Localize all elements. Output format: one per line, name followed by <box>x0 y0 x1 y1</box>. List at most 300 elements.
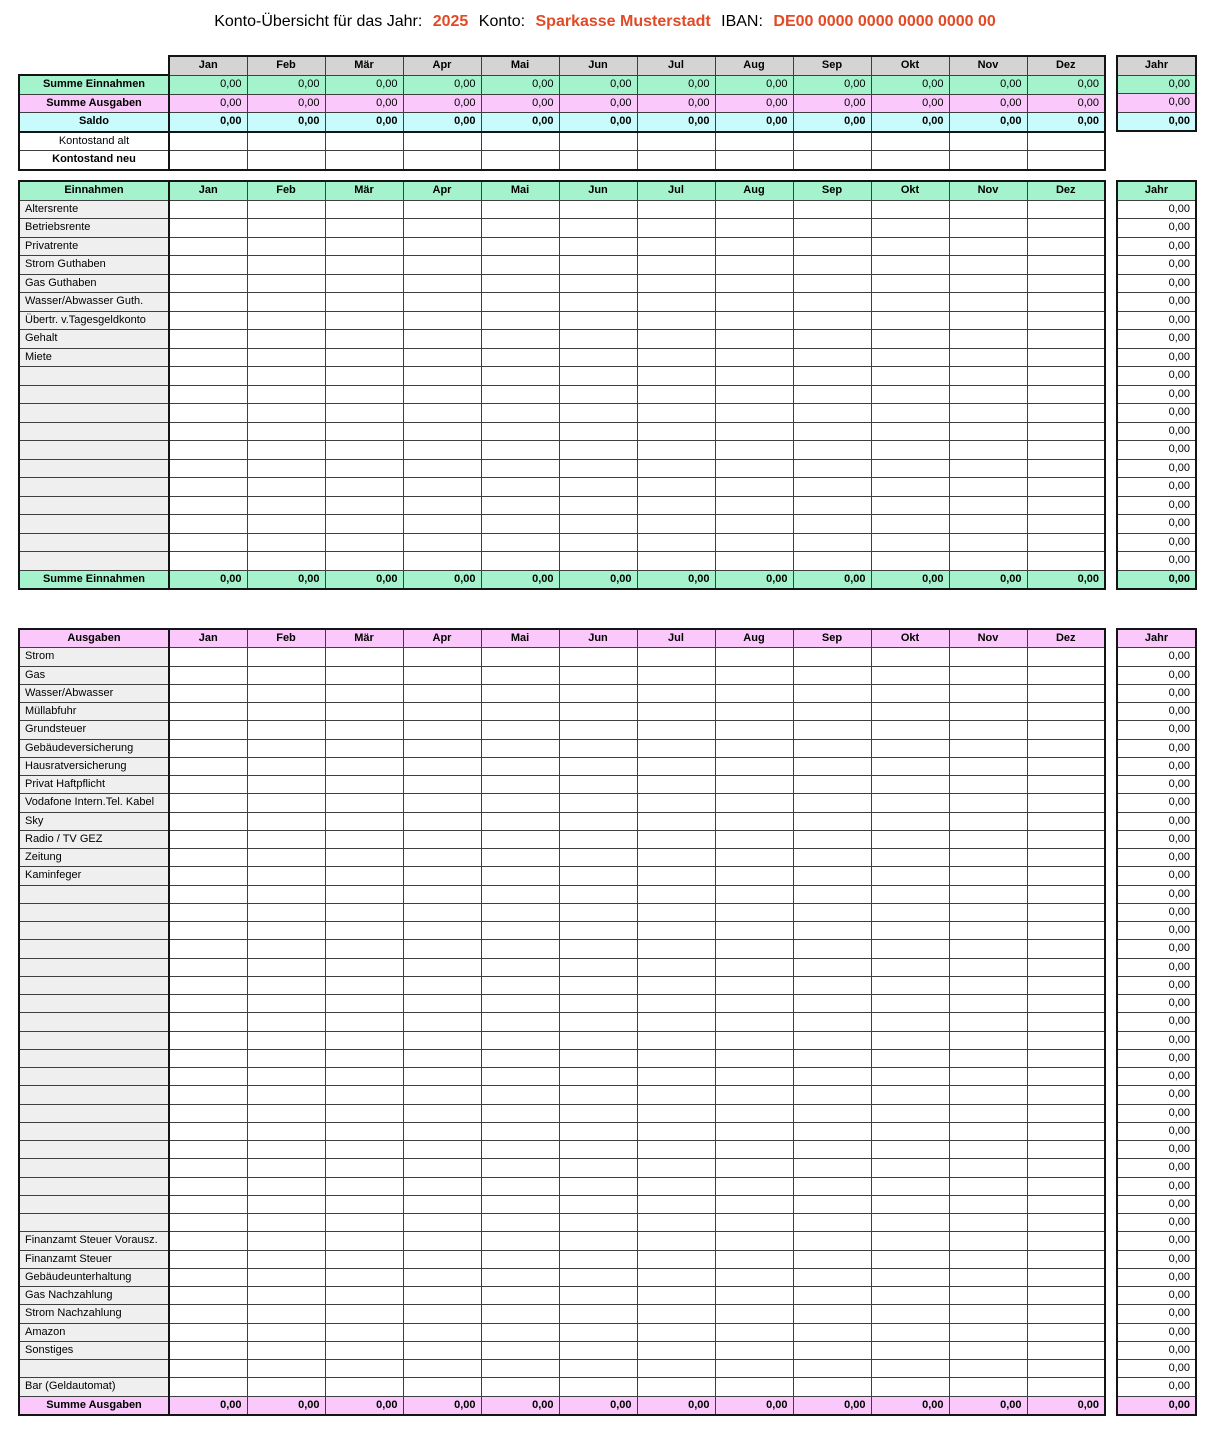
einnahmen-cell-r15-mär[interactable] <box>325 459 403 478</box>
summary-cell-kontostand-neu-mai[interactable] <box>481 151 559 170</box>
ausgaben-cell-r20-sep[interactable] <box>793 995 871 1013</box>
ausgaben-cell-r13-mär[interactable] <box>325 867 403 885</box>
ausgaben-cell-r2-mai[interactable] <box>481 666 559 684</box>
einnahmen-cell-r15-okt[interactable] <box>871 459 949 478</box>
ausgaben-cell-r27-mär[interactable] <box>325 1122 403 1140</box>
ausgaben-cell-r6-aug[interactable] <box>715 739 793 757</box>
ausgaben-cell-r21-aug[interactable] <box>715 1013 793 1031</box>
ausgaben-cell-r11-apr[interactable] <box>403 830 481 848</box>
ausgaben-cell-r12-mär[interactable] <box>325 849 403 867</box>
einnahmen-cell-r6-feb[interactable] <box>247 293 325 312</box>
ausgaben-cell-r15-jun[interactable] <box>559 903 637 921</box>
ausgaben-cell-r27-okt[interactable] <box>871 1122 949 1140</box>
ausgaben-cell-r21-nov[interactable] <box>949 1013 1027 1031</box>
einnahmen-cell-r10-nov[interactable] <box>949 367 1027 386</box>
ausgaben-cell-r17-dez[interactable] <box>1027 940 1105 958</box>
einnahmen-cell-r20-sep[interactable] <box>793 552 871 571</box>
ausgaben-cell-r26-mai[interactable] <box>481 1104 559 1122</box>
ausgaben-cell-r18-mai[interactable] <box>481 958 559 976</box>
ausgaben-cell-r29-jul[interactable] <box>637 1159 715 1177</box>
einnahmen-cell-r8-nov[interactable] <box>949 330 1027 349</box>
ausgaben-cell-r25-apr[interactable] <box>403 1086 481 1104</box>
ausgaben-cell-r11-mai[interactable] <box>481 830 559 848</box>
einnahmen-cell-r5-jul[interactable] <box>637 274 715 293</box>
ausgaben-cell-r12-jan[interactable] <box>169 849 247 867</box>
ausgaben-cell-r2-feb[interactable] <box>247 666 325 684</box>
einnahmen-cell-r13-sep[interactable] <box>793 422 871 441</box>
ausgaben-cell-r23-apr[interactable] <box>403 1049 481 1067</box>
ausgaben-cell-r37-dez[interactable] <box>1027 1305 1105 1323</box>
ausgaben-cell-r19-apr[interactable] <box>403 976 481 994</box>
ausgaben-cell-r10-okt[interactable] <box>871 812 949 830</box>
einnahmen-cell-r12-apr[interactable] <box>403 404 481 423</box>
ausgaben-cell-r32-aug[interactable] <box>715 1214 793 1232</box>
summary-cell-kontostand-neu-jul[interactable] <box>637 151 715 170</box>
einnahmen-cell-r14-okt[interactable] <box>871 441 949 460</box>
einnahmen-cell-r18-jul[interactable] <box>637 515 715 534</box>
ausgaben-cell-r33-jan[interactable] <box>169 1232 247 1250</box>
ausgaben-cell-r35-nov[interactable] <box>949 1268 1027 1286</box>
einnahmen-cell-r14-jul[interactable] <box>637 441 715 460</box>
ausgaben-cell-r38-aug[interactable] <box>715 1323 793 1341</box>
ausgaben-cell-r25-nov[interactable] <box>949 1086 1027 1104</box>
ausgaben-cell-r35-jan[interactable] <box>169 1268 247 1286</box>
ausgaben-cell-r24-mär[interactable] <box>325 1068 403 1086</box>
ausgaben-cell-r1-jul[interactable] <box>637 648 715 666</box>
ausgaben-cell-r13-jun[interactable] <box>559 867 637 885</box>
ausgaben-cell-r21-dez[interactable] <box>1027 1013 1105 1031</box>
ausgaben-cell-r12-feb[interactable] <box>247 849 325 867</box>
ausgaben-cell-r1-mai[interactable] <box>481 648 559 666</box>
ausgaben-cell-r31-apr[interactable] <box>403 1195 481 1213</box>
ausgaben-cell-r38-jun[interactable] <box>559 1323 637 1341</box>
einnahmen-cell-r4-mai[interactable] <box>481 256 559 275</box>
einnahmen-cell-r20-apr[interactable] <box>403 552 481 571</box>
ausgaben-cell-r20-jun[interactable] <box>559 995 637 1013</box>
ausgaben-cell-r21-jun[interactable] <box>559 1013 637 1031</box>
ausgaben-cell-r29-dez[interactable] <box>1027 1159 1105 1177</box>
einnahmen-cell-r4-feb[interactable] <box>247 256 325 275</box>
einnahmen-cell-r9-feb[interactable] <box>247 348 325 367</box>
ausgaben-cell-r39-dez[interactable] <box>1027 1341 1105 1359</box>
einnahmen-cell-r19-mai[interactable] <box>481 533 559 552</box>
summary-cell-kontostand-alt-sep[interactable] <box>793 132 871 151</box>
ausgaben-cell-r19-feb[interactable] <box>247 976 325 994</box>
ausgaben-cell-r11-dez[interactable] <box>1027 830 1105 848</box>
ausgaben-cell-r24-feb[interactable] <box>247 1068 325 1086</box>
ausgaben-cell-r19-mär[interactable] <box>325 976 403 994</box>
ausgaben-cell-r36-nov[interactable] <box>949 1287 1027 1305</box>
einnahmen-cell-r12-nov[interactable] <box>949 404 1027 423</box>
ausgaben-cell-r3-mai[interactable] <box>481 684 559 702</box>
ausgaben-cell-r1-feb[interactable] <box>247 648 325 666</box>
ausgaben-cell-r15-sep[interactable] <box>793 903 871 921</box>
einnahmen-cell-r9-apr[interactable] <box>403 348 481 367</box>
einnahmen-cell-r5-feb[interactable] <box>247 274 325 293</box>
ausgaben-cell-r37-jun[interactable] <box>559 1305 637 1323</box>
einnahmen-cell-r7-mai[interactable] <box>481 311 559 330</box>
ausgaben-cell-r17-aug[interactable] <box>715 940 793 958</box>
ausgaben-cell-r28-apr[interactable] <box>403 1141 481 1159</box>
einnahmen-cell-r4-sep[interactable] <box>793 256 871 275</box>
ausgaben-cell-r16-jul[interactable] <box>637 922 715 940</box>
ausgaben-cell-r27-nov[interactable] <box>949 1122 1027 1140</box>
ausgaben-cell-r10-sep[interactable] <box>793 812 871 830</box>
summary-cell-kontostand-alt-jan[interactable] <box>169 132 247 151</box>
ausgaben-cell-r12-jul[interactable] <box>637 849 715 867</box>
ausgaben-cell-r36-sep[interactable] <box>793 1287 871 1305</box>
ausgaben-cell-r10-mär[interactable] <box>325 812 403 830</box>
einnahmen-cell-r10-dez[interactable] <box>1027 367 1105 386</box>
ausgaben-cell-r18-nov[interactable] <box>949 958 1027 976</box>
summary-cell-kontostand-neu-jun[interactable] <box>559 151 637 170</box>
einnahmen-cell-r12-jan[interactable] <box>169 404 247 423</box>
ausgaben-cell-r9-mär[interactable] <box>325 794 403 812</box>
ausgaben-cell-r14-jul[interactable] <box>637 885 715 903</box>
einnahmen-cell-r15-feb[interactable] <box>247 459 325 478</box>
ausgaben-cell-r26-dez[interactable] <box>1027 1104 1105 1122</box>
einnahmen-cell-r18-mai[interactable] <box>481 515 559 534</box>
einnahmen-cell-r4-jan[interactable] <box>169 256 247 275</box>
ausgaben-cell-r20-mär[interactable] <box>325 995 403 1013</box>
ausgaben-cell-r28-jun[interactable] <box>559 1141 637 1159</box>
einnahmen-cell-r1-mai[interactable] <box>481 200 559 219</box>
ausgaben-cell-r9-mai[interactable] <box>481 794 559 812</box>
einnahmen-cell-r10-jul[interactable] <box>637 367 715 386</box>
einnahmen-cell-r10-aug[interactable] <box>715 367 793 386</box>
einnahmen-cell-r3-sep[interactable] <box>793 237 871 256</box>
einnahmen-cell-r20-feb[interactable] <box>247 552 325 571</box>
ausgaben-cell-r12-mai[interactable] <box>481 849 559 867</box>
ausgaben-cell-r41-jul[interactable] <box>637 1378 715 1396</box>
ausgaben-cell-r35-jun[interactable] <box>559 1268 637 1286</box>
ausgaben-cell-r19-jan[interactable] <box>169 976 247 994</box>
einnahmen-cell-r1-sep[interactable] <box>793 200 871 219</box>
ausgaben-cell-r31-dez[interactable] <box>1027 1195 1105 1213</box>
ausgaben-cell-r36-feb[interactable] <box>247 1287 325 1305</box>
ausgaben-cell-r22-mär[interactable] <box>325 1031 403 1049</box>
einnahmen-cell-r6-aug[interactable] <box>715 293 793 312</box>
ausgaben-cell-r10-jul[interactable] <box>637 812 715 830</box>
einnahmen-cell-r1-jan[interactable] <box>169 200 247 219</box>
ausgaben-cell-r17-feb[interactable] <box>247 940 325 958</box>
einnahmen-cell-r17-mär[interactable] <box>325 496 403 515</box>
einnahmen-cell-r13-mär[interactable] <box>325 422 403 441</box>
ausgaben-cell-r30-apr[interactable] <box>403 1177 481 1195</box>
einnahmen-cell-r14-mär[interactable] <box>325 441 403 460</box>
ausgaben-cell-r25-jun[interactable] <box>559 1086 637 1104</box>
einnahmen-cell-r19-mär[interactable] <box>325 533 403 552</box>
einnahmen-cell-r8-okt[interactable] <box>871 330 949 349</box>
ausgaben-cell-r19-jul[interactable] <box>637 976 715 994</box>
ausgaben-cell-r3-mär[interactable] <box>325 684 403 702</box>
ausgaben-cell-r16-okt[interactable] <box>871 922 949 940</box>
ausgaben-cell-r12-dez[interactable] <box>1027 849 1105 867</box>
ausgaben-cell-r40-aug[interactable] <box>715 1360 793 1378</box>
einnahmen-cell-r12-mär[interactable] <box>325 404 403 423</box>
einnahmen-cell-r20-okt[interactable] <box>871 552 949 571</box>
ausgaben-cell-r33-mär[interactable] <box>325 1232 403 1250</box>
ausgaben-cell-r27-dez[interactable] <box>1027 1122 1105 1140</box>
ausgaben-cell-r2-jul[interactable] <box>637 666 715 684</box>
ausgaben-cell-r13-dez[interactable] <box>1027 867 1105 885</box>
ausgaben-cell-r30-aug[interactable] <box>715 1177 793 1195</box>
ausgaben-cell-r39-nov[interactable] <box>949 1341 1027 1359</box>
einnahmen-cell-r4-aug[interactable] <box>715 256 793 275</box>
ausgaben-cell-r13-jul[interactable] <box>637 867 715 885</box>
ausgaben-cell-r6-dez[interactable] <box>1027 739 1105 757</box>
summary-cell-kontostand-neu-dez[interactable] <box>1027 151 1105 170</box>
ausgaben-cell-r39-mär[interactable] <box>325 1341 403 1359</box>
ausgaben-cell-r30-mai[interactable] <box>481 1177 559 1195</box>
einnahmen-cell-r13-jun[interactable] <box>559 422 637 441</box>
ausgaben-cell-r15-aug[interactable] <box>715 903 793 921</box>
ausgaben-cell-r13-apr[interactable] <box>403 867 481 885</box>
einnahmen-cell-r14-jun[interactable] <box>559 441 637 460</box>
ausgaben-cell-r3-aug[interactable] <box>715 684 793 702</box>
einnahmen-cell-r16-mai[interactable] <box>481 478 559 497</box>
ausgaben-cell-r31-jul[interactable] <box>637 1195 715 1213</box>
einnahmen-cell-r16-apr[interactable] <box>403 478 481 497</box>
ausgaben-cell-r37-apr[interactable] <box>403 1305 481 1323</box>
einnahmen-cell-r17-mai[interactable] <box>481 496 559 515</box>
ausgaben-cell-r27-jul[interactable] <box>637 1122 715 1140</box>
ausgaben-cell-r7-sep[interactable] <box>793 757 871 775</box>
einnahmen-cell-r16-mär[interactable] <box>325 478 403 497</box>
einnahmen-cell-r2-jan[interactable] <box>169 219 247 238</box>
einnahmen-cell-r15-sep[interactable] <box>793 459 871 478</box>
ausgaben-cell-r4-feb[interactable] <box>247 703 325 721</box>
einnahmen-cell-r16-feb[interactable] <box>247 478 325 497</box>
ausgaben-cell-r11-okt[interactable] <box>871 830 949 848</box>
ausgaben-cell-r37-mai[interactable] <box>481 1305 559 1323</box>
ausgaben-cell-r36-apr[interactable] <box>403 1287 481 1305</box>
ausgaben-cell-r11-aug[interactable] <box>715 830 793 848</box>
ausgaben-cell-r33-feb[interactable] <box>247 1232 325 1250</box>
ausgaben-cell-r15-dez[interactable] <box>1027 903 1105 921</box>
einnahmen-cell-r3-feb[interactable] <box>247 237 325 256</box>
ausgaben-cell-r8-apr[interactable] <box>403 776 481 794</box>
ausgaben-cell-r9-dez[interactable] <box>1027 794 1105 812</box>
ausgaben-cell-r16-mai[interactable] <box>481 922 559 940</box>
ausgaben-cell-r21-mär[interactable] <box>325 1013 403 1031</box>
ausgaben-cell-r35-apr[interactable] <box>403 1268 481 1286</box>
ausgaben-cell-r8-mär[interactable] <box>325 776 403 794</box>
ausgaben-cell-r21-mai[interactable] <box>481 1013 559 1031</box>
ausgaben-cell-r33-aug[interactable] <box>715 1232 793 1250</box>
ausgaben-cell-r4-dez[interactable] <box>1027 703 1105 721</box>
ausgaben-cell-r12-aug[interactable] <box>715 849 793 867</box>
einnahmen-cell-r18-nov[interactable] <box>949 515 1027 534</box>
ausgaben-cell-r20-dez[interactable] <box>1027 995 1105 1013</box>
summary-cell-kontostand-neu-sep[interactable] <box>793 151 871 170</box>
einnahmen-cell-r13-mai[interactable] <box>481 422 559 441</box>
einnahmen-cell-r20-jun[interactable] <box>559 552 637 571</box>
einnahmen-cell-r15-apr[interactable] <box>403 459 481 478</box>
ausgaben-cell-r22-jan[interactable] <box>169 1031 247 1049</box>
einnahmen-cell-r6-nov[interactable] <box>949 293 1027 312</box>
ausgaben-cell-r17-jan[interactable] <box>169 940 247 958</box>
ausgaben-cell-r20-nov[interactable] <box>949 995 1027 1013</box>
ausgaben-cell-r17-apr[interactable] <box>403 940 481 958</box>
summary-cell-kontostand-alt-jun[interactable] <box>559 132 637 151</box>
einnahmen-cell-r9-mär[interactable] <box>325 348 403 367</box>
einnahmen-cell-r13-feb[interactable] <box>247 422 325 441</box>
ausgaben-cell-r30-okt[interactable] <box>871 1177 949 1195</box>
ausgaben-cell-r15-apr[interactable] <box>403 903 481 921</box>
einnahmen-cell-r2-mär[interactable] <box>325 219 403 238</box>
ausgaben-cell-r36-jan[interactable] <box>169 1287 247 1305</box>
ausgaben-cell-r10-nov[interactable] <box>949 812 1027 830</box>
ausgaben-cell-r4-jan[interactable] <box>169 703 247 721</box>
einnahmen-cell-r12-aug[interactable] <box>715 404 793 423</box>
ausgaben-cell-r41-dez[interactable] <box>1027 1378 1105 1396</box>
einnahmen-cell-r16-okt[interactable] <box>871 478 949 497</box>
einnahmen-cell-r6-dez[interactable] <box>1027 293 1105 312</box>
einnahmen-cell-r12-feb[interactable] <box>247 404 325 423</box>
einnahmen-cell-r3-mär[interactable] <box>325 237 403 256</box>
einnahmen-cell-r8-mai[interactable] <box>481 330 559 349</box>
ausgaben-cell-r18-jan[interactable] <box>169 958 247 976</box>
ausgaben-cell-r19-mai[interactable] <box>481 976 559 994</box>
ausgaben-cell-r34-jun[interactable] <box>559 1250 637 1268</box>
einnahmen-cell-r15-aug[interactable] <box>715 459 793 478</box>
einnahmen-cell-r2-jul[interactable] <box>637 219 715 238</box>
ausgaben-cell-r28-mai[interactable] <box>481 1141 559 1159</box>
einnahmen-cell-r17-jul[interactable] <box>637 496 715 515</box>
summary-cell-kontostand-neu-mär[interactable] <box>325 151 403 170</box>
ausgaben-cell-r32-mär[interactable] <box>325 1214 403 1232</box>
ausgaben-cell-r17-mär[interactable] <box>325 940 403 958</box>
summary-cell-kontostand-alt-mai[interactable] <box>481 132 559 151</box>
ausgaben-cell-r3-okt[interactable] <box>871 684 949 702</box>
ausgaben-cell-r13-jan[interactable] <box>169 867 247 885</box>
ausgaben-cell-r8-aug[interactable] <box>715 776 793 794</box>
einnahmen-cell-r2-nov[interactable] <box>949 219 1027 238</box>
ausgaben-cell-r20-jul[interactable] <box>637 995 715 1013</box>
einnahmen-cell-r8-apr[interactable] <box>403 330 481 349</box>
einnahmen-cell-r13-okt[interactable] <box>871 422 949 441</box>
ausgaben-cell-r20-apr[interactable] <box>403 995 481 1013</box>
ausgaben-cell-r36-okt[interactable] <box>871 1287 949 1305</box>
einnahmen-cell-r11-okt[interactable] <box>871 385 949 404</box>
ausgaben-cell-r37-feb[interactable] <box>247 1305 325 1323</box>
ausgaben-cell-r38-jan[interactable] <box>169 1323 247 1341</box>
einnahmen-cell-r11-apr[interactable] <box>403 385 481 404</box>
ausgaben-cell-r41-jan[interactable] <box>169 1378 247 1396</box>
ausgaben-cell-r5-nov[interactable] <box>949 721 1027 739</box>
ausgaben-cell-r22-mai[interactable] <box>481 1031 559 1049</box>
einnahmen-cell-r3-jul[interactable] <box>637 237 715 256</box>
einnahmen-cell-r4-jul[interactable] <box>637 256 715 275</box>
einnahmen-cell-r2-sep[interactable] <box>793 219 871 238</box>
ausgaben-cell-r10-jun[interactable] <box>559 812 637 830</box>
einnahmen-cell-r17-jun[interactable] <box>559 496 637 515</box>
ausgaben-cell-r11-nov[interactable] <box>949 830 1027 848</box>
einnahmen-cell-r7-jan[interactable] <box>169 311 247 330</box>
ausgaben-cell-r34-feb[interactable] <box>247 1250 325 1268</box>
summary-cell-kontostand-neu-apr[interactable] <box>403 151 481 170</box>
einnahmen-cell-r12-sep[interactable] <box>793 404 871 423</box>
einnahmen-cell-r19-feb[interactable] <box>247 533 325 552</box>
einnahmen-cell-r17-nov[interactable] <box>949 496 1027 515</box>
ausgaben-cell-r34-mai[interactable] <box>481 1250 559 1268</box>
einnahmen-cell-r10-sep[interactable] <box>793 367 871 386</box>
ausgaben-cell-r9-feb[interactable] <box>247 794 325 812</box>
einnahmen-cell-r15-nov[interactable] <box>949 459 1027 478</box>
ausgaben-cell-r26-jul[interactable] <box>637 1104 715 1122</box>
einnahmen-cell-r15-dez[interactable] <box>1027 459 1105 478</box>
ausgaben-cell-r40-mai[interactable] <box>481 1360 559 1378</box>
ausgaben-cell-r33-nov[interactable] <box>949 1232 1027 1250</box>
einnahmen-cell-r14-sep[interactable] <box>793 441 871 460</box>
ausgaben-cell-r19-aug[interactable] <box>715 976 793 994</box>
ausgaben-cell-r25-jul[interactable] <box>637 1086 715 1104</box>
ausgaben-cell-r27-mai[interactable] <box>481 1122 559 1140</box>
ausgaben-cell-r30-sep[interactable] <box>793 1177 871 1195</box>
einnahmen-cell-r17-sep[interactable] <box>793 496 871 515</box>
einnahmen-cell-r16-sep[interactable] <box>793 478 871 497</box>
einnahmen-cell-r13-dez[interactable] <box>1027 422 1105 441</box>
ausgaben-cell-r39-sep[interactable] <box>793 1341 871 1359</box>
ausgaben-cell-r29-sep[interactable] <box>793 1159 871 1177</box>
ausgaben-cell-r27-feb[interactable] <box>247 1122 325 1140</box>
einnahmen-cell-r6-mär[interactable] <box>325 293 403 312</box>
ausgaben-cell-r38-dez[interactable] <box>1027 1323 1105 1341</box>
ausgaben-cell-r23-sep[interactable] <box>793 1049 871 1067</box>
ausgaben-cell-r8-okt[interactable] <box>871 776 949 794</box>
ausgaben-cell-r13-okt[interactable] <box>871 867 949 885</box>
ausgaben-cell-r41-mai[interactable] <box>481 1378 559 1396</box>
ausgaben-cell-r7-feb[interactable] <box>247 757 325 775</box>
einnahmen-cell-r20-mai[interactable] <box>481 552 559 571</box>
ausgaben-cell-r7-mai[interactable] <box>481 757 559 775</box>
einnahmen-cell-r1-feb[interactable] <box>247 200 325 219</box>
ausgaben-cell-r39-feb[interactable] <box>247 1341 325 1359</box>
ausgaben-cell-r32-jul[interactable] <box>637 1214 715 1232</box>
ausgaben-cell-r34-mär[interactable] <box>325 1250 403 1268</box>
ausgaben-cell-r34-jan[interactable] <box>169 1250 247 1268</box>
ausgaben-cell-r2-dez[interactable] <box>1027 666 1105 684</box>
ausgaben-cell-r41-okt[interactable] <box>871 1378 949 1396</box>
einnahmen-cell-r15-mai[interactable] <box>481 459 559 478</box>
ausgaben-cell-r10-aug[interactable] <box>715 812 793 830</box>
einnahmen-cell-r7-feb[interactable] <box>247 311 325 330</box>
ausgaben-cell-r11-jan[interactable] <box>169 830 247 848</box>
ausgaben-cell-r29-okt[interactable] <box>871 1159 949 1177</box>
ausgaben-cell-r3-nov[interactable] <box>949 684 1027 702</box>
einnahmen-cell-r5-aug[interactable] <box>715 274 793 293</box>
ausgaben-cell-r13-sep[interactable] <box>793 867 871 885</box>
ausgaben-cell-r19-dez[interactable] <box>1027 976 1105 994</box>
einnahmen-cell-r9-mai[interactable] <box>481 348 559 367</box>
ausgaben-cell-r38-sep[interactable] <box>793 1323 871 1341</box>
ausgaben-cell-r28-okt[interactable] <box>871 1141 949 1159</box>
summary-cell-kontostand-neu-nov[interactable] <box>949 151 1027 170</box>
einnahmen-cell-r9-aug[interactable] <box>715 348 793 367</box>
summary-cell-kontostand-alt-aug[interactable] <box>715 132 793 151</box>
ausgaben-cell-r14-jun[interactable] <box>559 885 637 903</box>
ausgaben-cell-r6-jul[interactable] <box>637 739 715 757</box>
ausgaben-cell-r13-feb[interactable] <box>247 867 325 885</box>
einnahmen-cell-r8-dez[interactable] <box>1027 330 1105 349</box>
ausgaben-cell-r29-jun[interactable] <box>559 1159 637 1177</box>
ausgaben-cell-r13-nov[interactable] <box>949 867 1027 885</box>
einnahmen-cell-r9-jul[interactable] <box>637 348 715 367</box>
einnahmen-cell-r16-jul[interactable] <box>637 478 715 497</box>
ausgaben-cell-r32-dez[interactable] <box>1027 1214 1105 1232</box>
einnahmen-cell-r2-jun[interactable] <box>559 219 637 238</box>
